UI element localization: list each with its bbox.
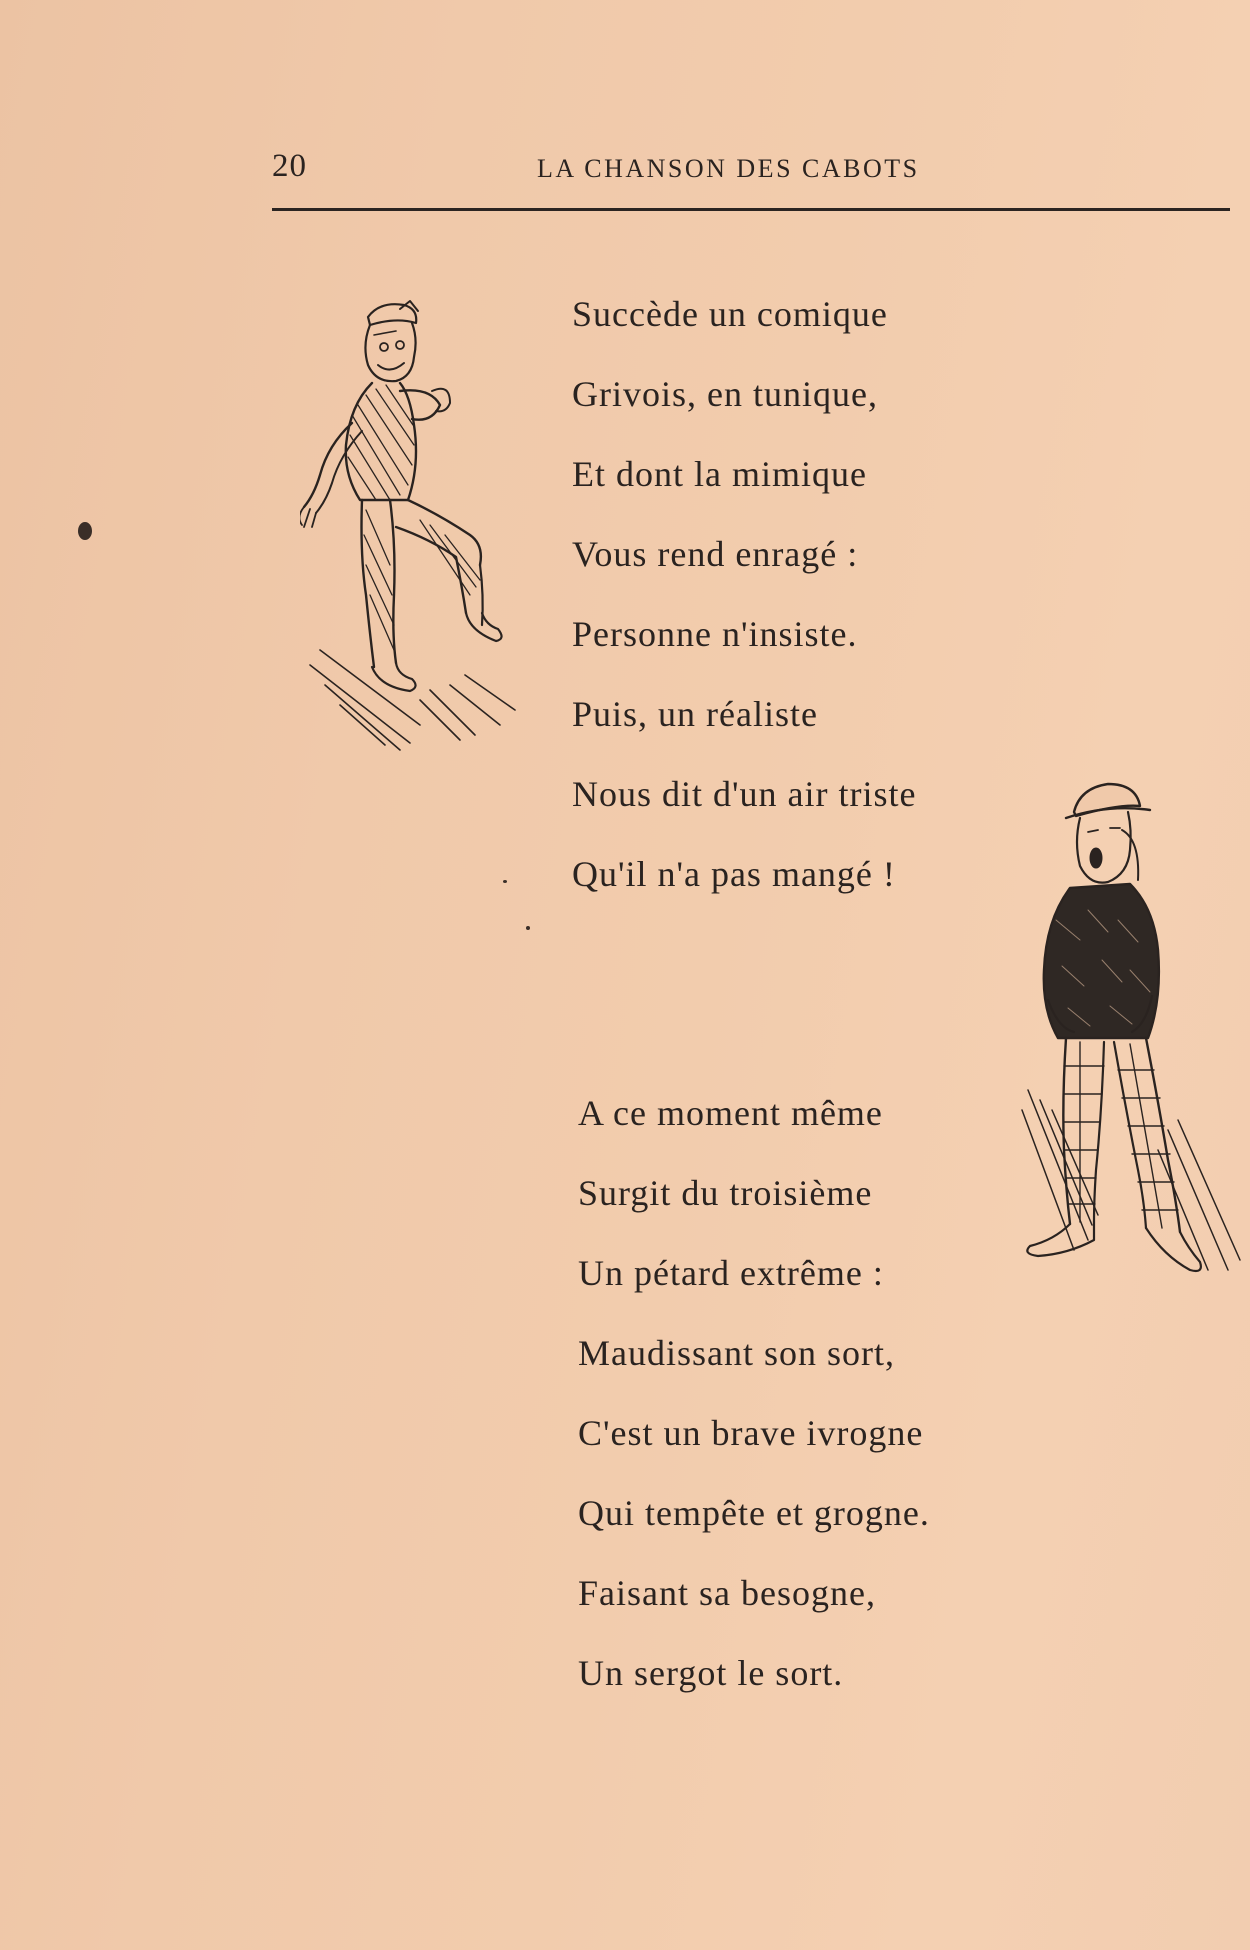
verse-line: C'est un brave ivrogne	[578, 1413, 924, 1453]
stanza-1	[572, 274, 916, 914]
verse-line: Puis, un réaliste	[572, 694, 818, 734]
dancing-comic-illustration	[300, 295, 545, 755]
verse-line: Qu'il n'a pas mangé !	[572, 854, 896, 894]
verse-line: Et dont la mimique	[572, 454, 867, 494]
paper-speck	[526, 926, 530, 930]
verse-line: Grivois, en tunique,	[572, 374, 878, 414]
paper-speck	[503, 880, 507, 883]
header-rule	[272, 208, 1230, 211]
drunk-man-illustration	[1018, 770, 1243, 1290]
running-title: LA CHANSON DES CABOTS	[537, 154, 920, 183]
stanza-2	[578, 1073, 930, 1713]
page-number: 20	[272, 148, 307, 184]
verse-line: Succède un comique	[572, 294, 888, 334]
paper-speck	[78, 522, 92, 540]
verse-line: Qui tempête et grogne.	[578, 1493, 930, 1533]
verse-line: Faisant sa besogne,	[578, 1573, 876, 1613]
verse-line: Nous dit d'un air triste	[572, 774, 917, 814]
verse-line: Maudissant son sort,	[578, 1333, 895, 1373]
verse-line: Surgit du troisième	[578, 1173, 873, 1213]
verse-line: Personne n'insiste.	[572, 614, 858, 654]
verse-line: A ce moment même	[578, 1093, 883, 1133]
verse-line: Un sergot le sort.	[578, 1653, 844, 1693]
page-header	[272, 148, 1230, 192]
verse-line: Vous rend enragé :	[572, 534, 859, 574]
verse-line: Un pétard extrême :	[578, 1253, 884, 1293]
